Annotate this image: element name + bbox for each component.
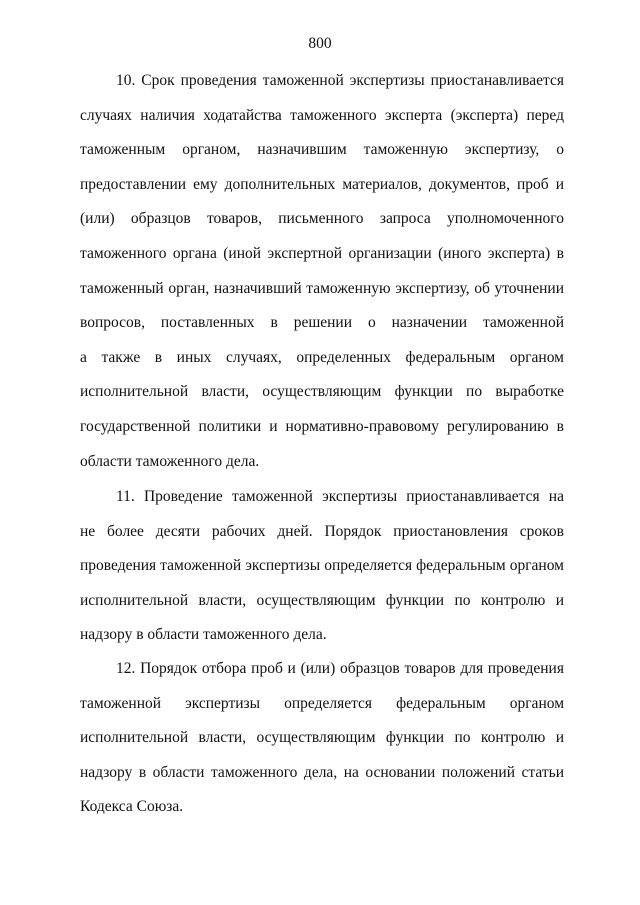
paragraph-line: 11. Проведение таможенной экспертизы приостанавливается на [116, 488, 564, 505]
paragraph-line: проведения таможенной экспертизы определяется федеральным органом [80, 557, 564, 575]
paragraph-line: 10. Срок проведения таможенной экспертизы приостанавливается [116, 72, 564, 89]
paragraph-line: надзору в области таможенного дела, на основании положений статьи [80, 763, 564, 781]
paragraph-12 [80, 652, 564, 825]
paragraph-line: вопросов, поставленных в решении о назначении таможенной [80, 314, 564, 332]
paragraph-line: государственной политики и нормативно-правовому регулированию в [80, 417, 564, 435]
paragraph-line: исполнительной власти, осуществляющим функции по выработке [80, 383, 564, 401]
paragraph-line: исполнительной власти, осуществляющим функции по контролю и [80, 729, 564, 747]
paragraph-line: Кодекса Союза. [80, 798, 184, 816]
paragraph-line: таможенного органа (иной экспертной организации (иного эксперта) в [80, 244, 564, 262]
paragraph-line: предоставлении ему дополнительных материалов, документов, проб и [80, 175, 564, 193]
paragraph-line: таможенной экспертизы определяется федеральным органом [80, 694, 564, 712]
paragraph-line: а также в иных случаях, определенных федеральным органом [80, 348, 564, 366]
paragraph-line: случаях наличия ходатайства таможенного эксперта (эксперта) перед [80, 106, 564, 124]
paragraph-10 [80, 64, 564, 479]
paragraph-line: таможенным органом, назначившим таможенную экспертизу, о [80, 141, 564, 159]
paragraph-line: не более десяти рабочих дней. Порядок приостановления сроков [80, 522, 564, 540]
paragraph-line: таможенный орган, назначивший таможенную экспертизу, об уточнении [80, 279, 564, 297]
paragraph-line: исполнительной власти, осуществляющим функции по контролю и [80, 591, 564, 609]
page-number: 800 [308, 35, 332, 52]
paragraph-line: надзору в области таможенного дела. [80, 626, 327, 644]
paragraph-line: области таможенного дела. [80, 452, 260, 470]
paragraph-11 [80, 480, 564, 653]
paragraph-line: (или) образцов товаров, письменного запроса уполномоченного [80, 210, 564, 228]
paragraph-line: 12. Порядок отбора проб и (или) образцов товаров для проведения [116, 660, 564, 677]
